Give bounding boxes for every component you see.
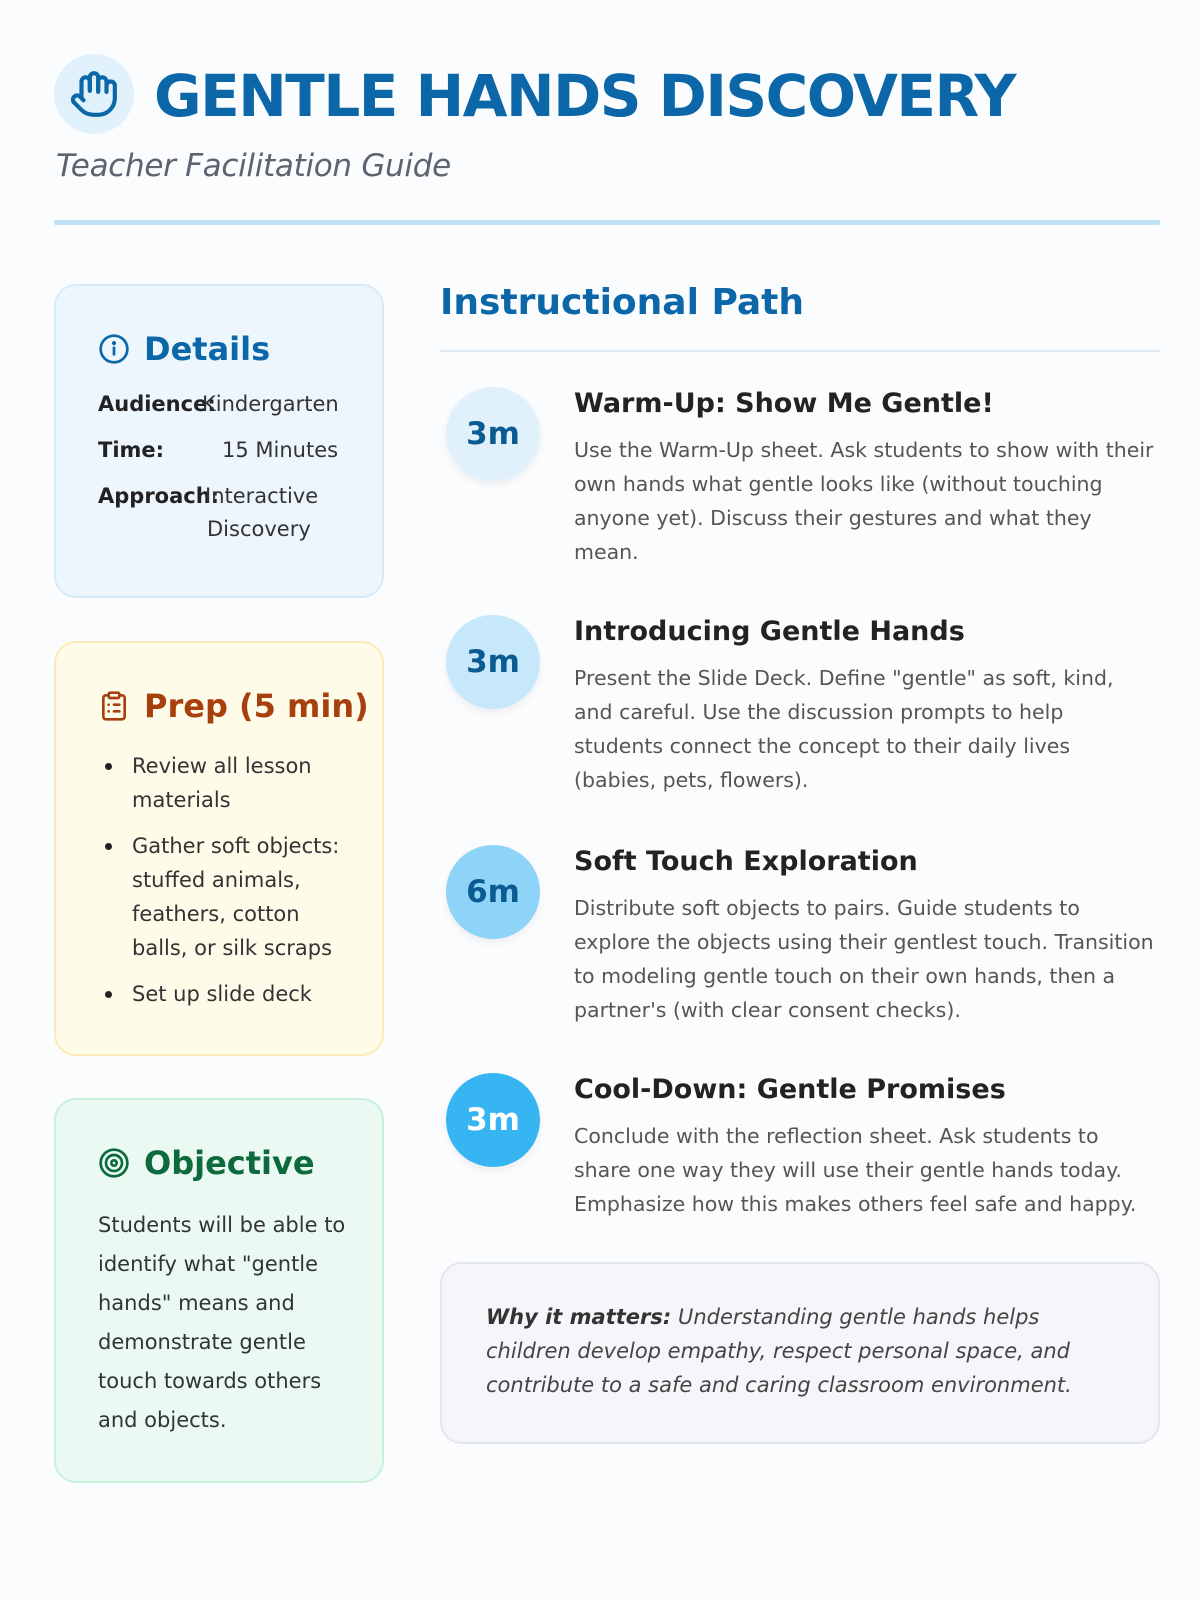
objective-heading-text: Objective — [144, 1144, 315, 1182]
detail-row-approach — [98, 484, 348, 548]
prep-list — [98, 749, 348, 1023]
details-card — [54, 284, 384, 598]
step-description: Present the Slide Deck. Define "gentle" as soft, kind, and careful. Use the discussion prompts to help students connect the concept to their daily lives (babies, pets, flowers). — [574, 666, 1114, 792]
prep-item: Gather soft objects: stuffed animals, feathers, cotton balls, or silk scraps — [98, 829, 348, 965]
detail-key: Time: — [98, 438, 165, 462]
duration-badge: 3m — [446, 1073, 540, 1167]
why-it-matters-callout — [440, 1262, 1160, 1444]
page-subtitle: Teacher Facilitation Guide — [56, 148, 451, 184]
detail-value: Kindergarten — [202, 392, 339, 416]
duration-badge: 3m — [446, 387, 540, 481]
objective-card — [54, 1098, 384, 1483]
detail-value: Interactive — [205, 484, 319, 508]
detail-key: Approach: — [98, 484, 220, 508]
prep-heading — [98, 687, 369, 725]
clipboard-icon — [98, 690, 130, 722]
why-text: Understanding gentle hands helps children develop empathy, respect personal space, and contribute to a safe and caring classroom environment. — [486, 1305, 1072, 1397]
duration-badge: 6m — [446, 845, 540, 939]
step-description: Use the Warm-Up sheet. Ask students to show with their own hands what gentle looks like (without touching anyone yet). Discuss their gestures and what they mean. — [574, 438, 1154, 564]
page-title: GENTLE HANDS DISCOVERY — [154, 62, 1015, 130]
details-heading-text: Details — [144, 330, 271, 368]
prep-card — [54, 641, 384, 1056]
path-divider — [440, 350, 1160, 352]
detail-value-continued: Discovery — [207, 517, 311, 541]
prep-heading-text: Prep (5 min) — [144, 687, 369, 725]
step-description: Conclude with the reflection sheet. Ask students to share one way they will use their gentle hands today. Emphasize how this makes others feel safe and happy. — [574, 1124, 1137, 1216]
step-title: Soft Touch Exploration — [574, 846, 918, 877]
step-title: Introducing Gentle Hands — [574, 616, 965, 647]
duration-badge: 3m — [446, 615, 540, 709]
instructional-path-heading: Instructional Path — [440, 282, 805, 323]
hand-icon — [54, 54, 134, 134]
step-description: Distribute soft objects to pairs. Guide students to explore the objects using their gentlest touch. Transition to modeling gentle touch on their own hands, then a partner's (with clear consent checks). — [574, 896, 1154, 1022]
step-title: Warm-Up: Show Me Gentle! — [574, 388, 994, 419]
prep-item: Set up slide deck — [98, 977, 348, 1011]
objective-heading — [98, 1144, 315, 1182]
header-divider — [54, 220, 1160, 225]
details-heading — [98, 330, 270, 368]
objective-text: Students will be able to identify what "gentle hands" means and demonstrate gentle touch towards others and objects. — [98, 1213, 346, 1432]
target-icon — [98, 1147, 130, 1179]
step-title: Cool-Down: Gentle Promises — [574, 1074, 1006, 1105]
prep-item: Review all lesson materials — [98, 749, 348, 817]
why-label: Why it matters: — [486, 1305, 672, 1329]
detail-row-time — [98, 438, 348, 468]
detail-row-audience — [98, 392, 348, 422]
info-icon — [98, 333, 130, 365]
detail-key: Audience: — [98, 392, 216, 416]
detail-value: 15 Minutes — [222, 438, 339, 462]
